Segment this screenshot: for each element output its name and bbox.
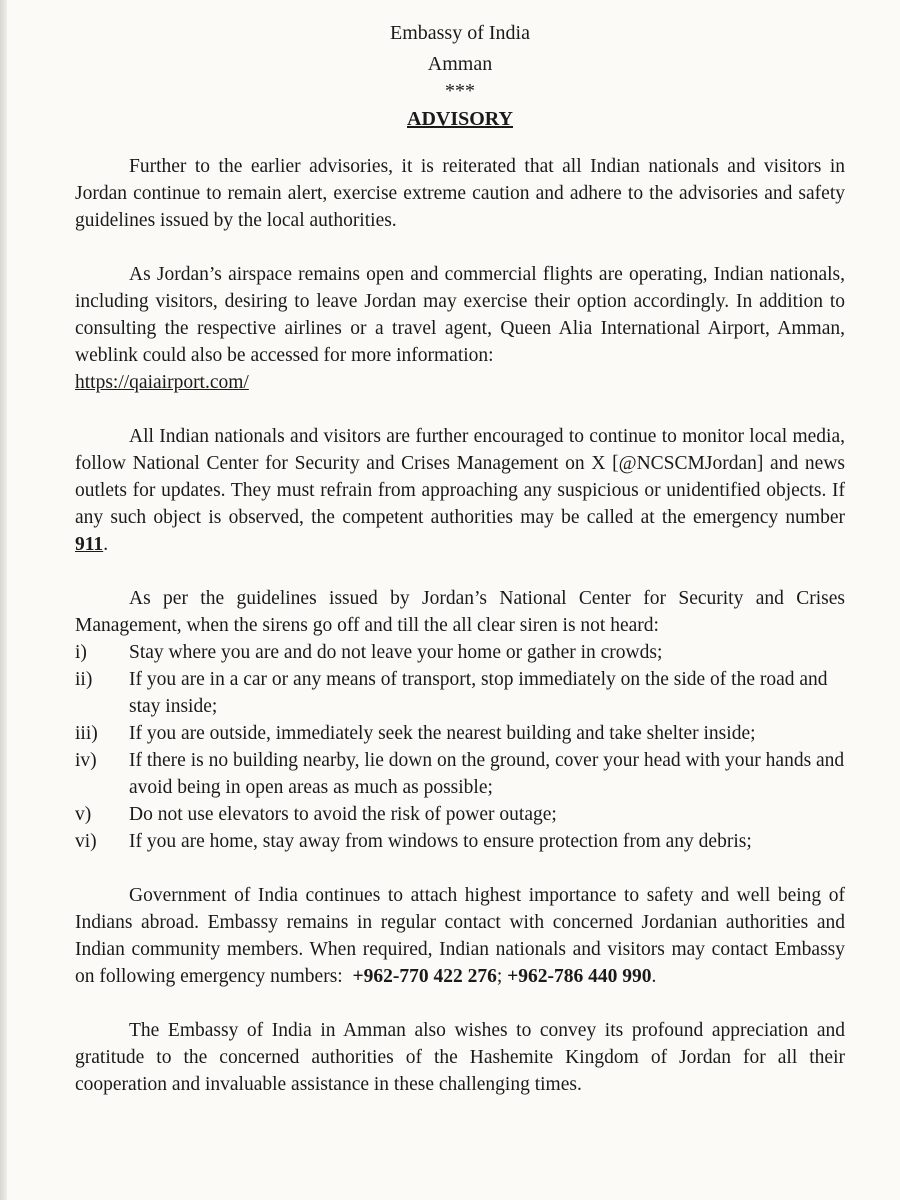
phone-separator: ;	[496, 966, 503, 987]
list-item	[75, 828, 845, 855]
embassy-name: Embassy of India	[390, 22, 530, 44]
paragraph-siren-guidelines: As per the guidelines issued by Jordan’s National Center for Security and Crises Management, when the sirens go off and till the all clear siren is not heard:	[75, 588, 845, 636]
contacts-end: .	[651, 966, 657, 987]
list-item	[75, 639, 845, 666]
emergency-number: 911	[75, 534, 104, 555]
advisory-title: ADVISORY	[407, 108, 513, 130]
paragraph-airspace	[75, 261, 845, 396]
monitor-media-end: .	[103, 534, 109, 555]
advisory-document	[75, 18, 845, 1125]
list-item-text: Do not use elevators to avoid the risk of power outage;	[129, 804, 557, 825]
list-item-text: If you are outside, immediately seek the nearest building and take shelter inside;	[129, 723, 756, 744]
paragraph-reiteration: Further to the earlier advisories, it is reiterated that all Indian nationals and visitors in Jordan continue to remain alert, exercise extreme caution and adhere to the advisories and safety guidelines issued by the local authorities.	[75, 156, 845, 231]
list-item-number: iii)	[75, 723, 98, 744]
airspace-text: As Jordan’s airspace remains open and commercial flights are operating, Indian nationals, including visitors, desiring to leave Jordan may exercise their option accordingly. In addition to consulting the respective airlines or a travel agent, Queen Alia International Airport, Amman, weblink could also be accessed for more information:	[75, 264, 845, 366]
paragraph-monitor-media	[75, 423, 845, 558]
guidelines-list	[75, 639, 845, 855]
letterhead	[75, 18, 845, 102]
list-item-number: iv)	[75, 750, 97, 771]
monitor-media-text: All Indian nationals and visitors are further encouraged to continue to monitor local media, follow National Center for Security and Crises Management on X [@NCSCMJordan] and news outlets for updates. They must refrain from approaching any suspicious or unidentified objects. If any such object is observed, the competent authorities may be called at the emergency number	[75, 426, 845, 528]
list-item	[75, 747, 845, 801]
paragraph-appreciation: The Embassy of India in Amman also wishes to convey its profound appreciation and gratitude to the concerned authorities of the Hashemite Kingdom of Jordan for all their cooperation and invaluable assistance in these challenging times.	[75, 1020, 845, 1095]
emergency-phone-1: +962-770 422 276	[352, 966, 497, 987]
list-item-number: i)	[75, 642, 87, 663]
list-item	[75, 666, 845, 720]
list-item	[75, 801, 845, 828]
list-item-text: If you are in a car or any means of transport, stop immediately on the side of the road and stay inside;	[129, 669, 828, 717]
airport-weblink[interactable]: https://qaiairport.com/	[75, 372, 249, 393]
page-edge-shadow	[0, 0, 7, 1200]
embassy-city: Amman	[427, 53, 493, 75]
list-item	[75, 720, 845, 747]
contacts-text: Government of India continues to attach highest importance to safety and well being of Indians abroad. Embassy remains in regular contact with concerned Jordanian authorities and Indian community members. When required, Indian nationals and visitors may contact Embassy on following emergency numbers:	[75, 885, 845, 987]
list-item-number: vi)	[75, 831, 97, 852]
separator-stars: ***	[445, 80, 475, 102]
list-item-text: If you are home, stay away from windows to ensure protection from any debris;	[129, 831, 752, 852]
list-item-number: v)	[75, 804, 92, 825]
list-item-text: Stay where you are and do not leave your home or gather in crowds;	[129, 642, 663, 663]
list-item-number: ii)	[75, 669, 93, 690]
emergency-phone-2: +962-786 440 990	[507, 966, 652, 987]
paragraph-emergency-contacts	[75, 882, 845, 990]
list-item-text: If there is no building nearby, lie down on the ground, cover your head with your hands and avoid being in open areas as much as possible;	[129, 750, 845, 798]
